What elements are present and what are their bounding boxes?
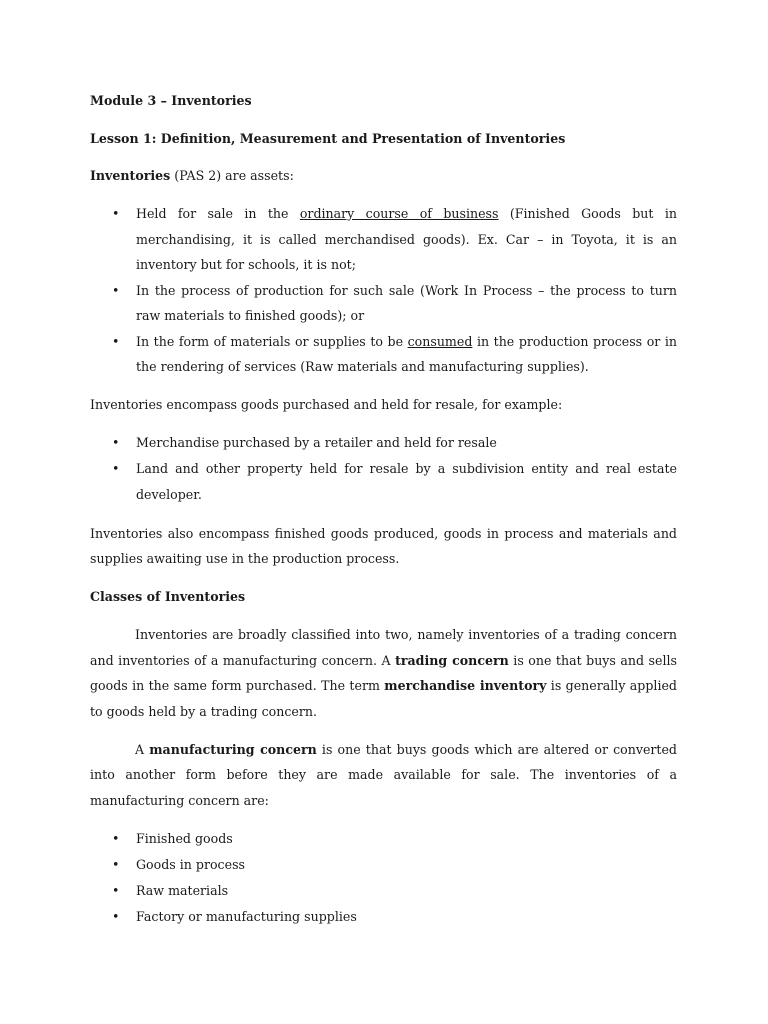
bold-term: trading concern [395,652,509,668]
list-item: • In the form of materials or supplies to be consumed in the production process or in the rendering of services (Raw materials and manufacturing supplies). [90,329,677,380]
definition-term: Inventories [90,168,171,183]
list-item: • Land and other property held for resale by a subdivision entity and real estate developer. [90,456,677,508]
bold-term: manufacturing concern [149,741,317,757]
list-item: • Held for sale in the ordinary course of business (Finished Goods but in merchandising, it is called merchandised goods). Ex. Car – in Toyota, it is an inventory but for schools, it is not; [90,201,677,278]
manufacturing-list [90,826,677,930]
also-paragraph: Inventories also encompass finished goods produced, goods in process and materials and supplies awaiting use in the production process. [90,525,677,566]
definition-list [90,201,677,380]
list-item: • Raw materials [90,878,677,904]
document-page [90,88,677,942]
underlined-phrase: consumed [407,333,473,349]
bold-term: merchandise inventory [384,678,547,693]
classes-heading: Classes of Inventories [90,589,246,604]
list-item: • In the process of production for such sale (Work In Process – the process to turn raw materials to finished goods); or [90,278,677,329]
list-item: • Finished goods [90,826,677,852]
resale-list [90,430,677,508]
resale-intro: Inventories encompass goods purchased and held for resale, for example: [90,397,563,412]
underlined-phrase: ordinary course of business [299,206,499,221]
list-item: • Factory or manufacturing supplies [90,904,677,930]
list-item: • Goods in process [90,852,677,878]
manufacturing-paragraph: A manufacturing concern is one that buys goods which are altered or converted into another form before they are made available for sale. The inventories of a manufacturing concern are: [90,741,677,808]
definition-rest: (PAS 2) are assets: [170,168,294,183]
lesson-title: Lesson 1: Definition, Measurement and Presentation of Inventories [90,130,566,146]
definition-line [90,163,677,189]
module-title: Module 3 – Inventories [90,93,252,108]
trading-paragraph: Inventories are broadly classified into two, namely inventories of a trading concern and inventories of a manufacturing concern. A trading concern is one that buys and sells goods in the same form purchased. The term merchandise inventory is generally applied to goods held by a trading concern. [90,627,677,719]
list-item: • Merchandise purchased by a retailer and held for resale [90,430,677,456]
